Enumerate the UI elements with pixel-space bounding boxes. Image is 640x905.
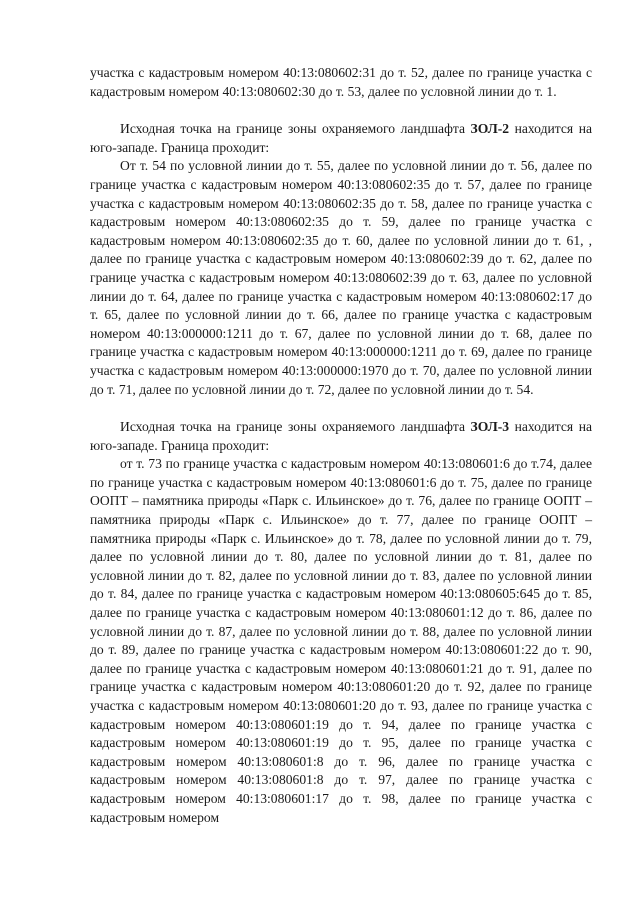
paragraph-zol3-intro — [90, 418, 592, 455]
paragraph-zol2-boundary: От т. 54 по условной линии до т. 55, далее по условной линии до т. 56, далее по границе участка с кадастровым номером 40:13:080602:35 до т. 57, далее по границе участка с кадастровым номером 40:13:080602:35 до т. 58, далее по границе участка с кадастровым номером 40:13:080602:35 до т. 59, далее по границе участка с кадастровым номером 40:13:080602:35 до т. 60, далее по условной линии до т. 61, , далее по границе участка с кадастровым номером 40:13:080602:39 до т. 62, далее по границе участка с кадастровым номером 40:13:080602:39 до т. 63, далее по условной линии до т. 64, далее по границе участка с кадастровым номером 40:13:080602:17 до т. 65, далее по условной линии до т. 66, далее по границе участка с кадастровым номером 40:13:000000:1211 до т. 67, далее по условной линии до т. 68, далее по границе участка с кадастровым номером 40:13:000000:1211 до т. 69, далее по границе участка с кадастровым номером 40:13:000000:1970 до т. 70, далее по условной линии до т. 71, далее по условной линии до т. 72, далее по условной линии до т. 54. — [90, 158, 592, 397]
zol2-intro-text: Исходная точка на границе зоны охраняемого ландшафта — [120, 121, 471, 137]
paragraph-continuation: участка с кадастровым номером 40:13:080602:31 до т. 52, далее по границе участка с кадастровым номером 40:13:080602:30 до т. 53, далее по условной линии до т. 1. — [90, 65, 592, 99]
paragraph-zol2-intro — [90, 120, 592, 157]
zol2-intro-tail: находится на юго-западе. Граница проходит: — [90, 121, 592, 155]
zol3-intro-text: Исходная точка на границе зоны охраняемого ландшафта — [120, 419, 471, 435]
document-page — [90, 64, 592, 827]
zol3-intro-tail: находится на юго-западе. Граница проходит: — [90, 419, 592, 453]
paragraph-zol3-boundary: от т. 73 по границе участка с кадастровым номером 40:13:080601:6 до т.74, далее по границе участка с кадастровым номером 40:13:080601:6 до т. 75, далее по границе ООПТ – памятника природы «Парк с. Ильинское» до т. 76, далее по границе ООПТ – памятника природы «Парк с. Ильинское» до т. 77, далее по границе ООПТ – памятника природы «Парк с. Ильинское» до т. 78, далее по условной линии до т. 79, далее по условной линии до т. 80, далее по условной линии до т. 81, далее по условной линии до т. 82, далее по условной линии до т. 83, далее по условной линии до т. 84, далее по границе участка с кадастровым номером 40:13:080605:645 до т. 85, далее по границе участка с кадастровым номером 40:13:080601:12 до т. 86, далее по условной линии до т. 87, далее по условной линии до т. 88, далее по условной линии до т. 89, далее по границе участка с кадастровым номером 40:13:080601:22 до т. 90, далее по границе участка с кадастровым номером 40:13:080601:21 до т. 91, далее по границе участка с кадастровым номером 40:13:080601:20 до т. 92, далее по границе участка с кадастровым номером 40:13:080601:20 до т. 93, далее по границе участка с кадастровым номером 40:13:080601:19 до т. 94, далее по границе участка с кадастровым номером 40:13:080601:19 до т. 95, далее по границе участка с кадастровым номером 40:13:080601:8 до т. 96, далее по границе участка с кадастровым номером 40:13:080601:8 до т. 97, далее по границе участка с кадастровым номером 40:13:080601:17 до т. 98, далее по границе участка с кадастровым номером — [90, 456, 592, 825]
zone-code-zol3: ЗОЛ-3 — [470, 419, 510, 435]
zone-code-zol2: ЗОЛ-2 — [470, 121, 510, 137]
